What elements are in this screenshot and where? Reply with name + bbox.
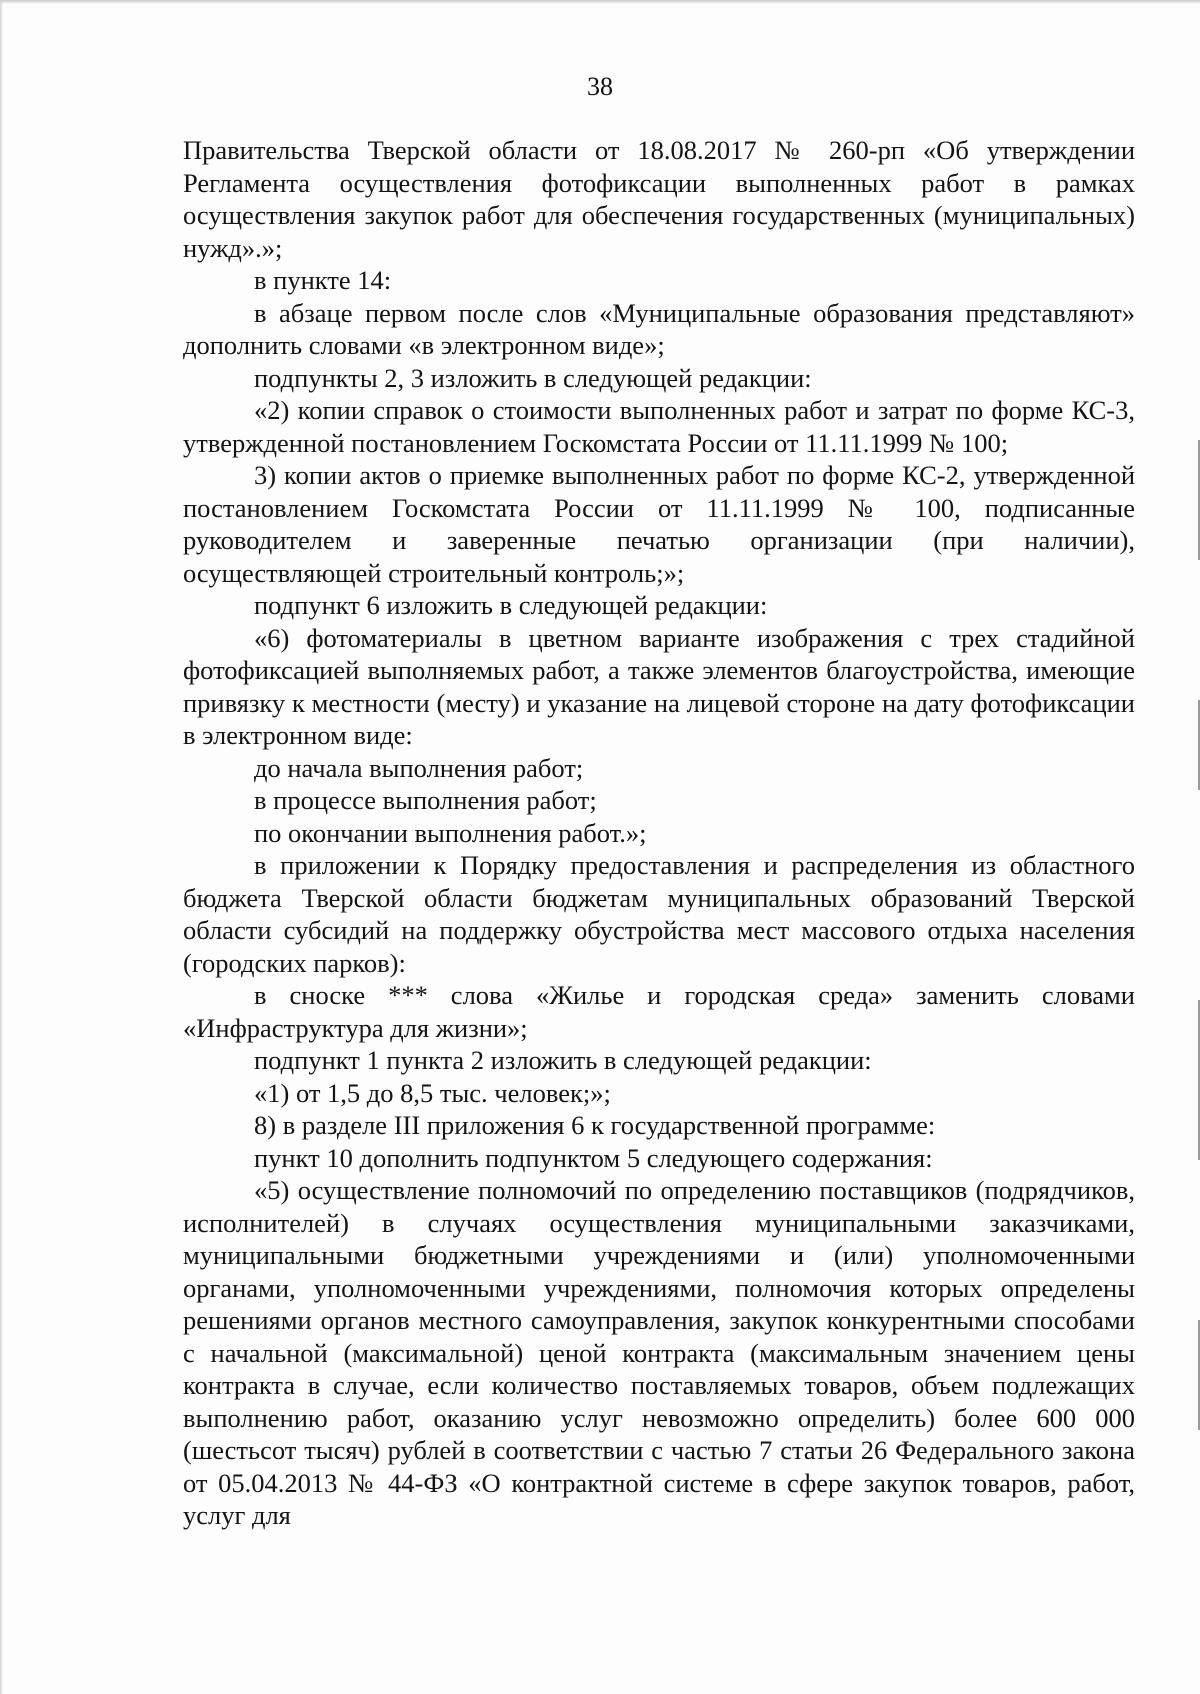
paragraph: «1) от 1,5 до 8,5 тыс. человек;»; [254, 1077, 611, 1108]
paragraph: подпункты 2, 3 изложить в следующей редакции: [254, 362, 812, 393]
paragraph: подпункт 6 изложить в следующей редакции: [254, 590, 768, 620]
body-text [183, 134, 1135, 1532]
paragraph: в пункте 14: [254, 265, 392, 295]
paragraph: по окончании выполнения работ.»; [254, 817, 647, 848]
paragraph: в сноске *** слова «Жилье и городская среда» заменить словами «Инфраструктура для жизни»; [183, 980, 1135, 1043]
paragraph: до начала выполнения работ; [254, 752, 584, 783]
paragraph: «6) фотоматериалы в цветном варианте изображения с трех стадийной фотофиксацией выполняемых работ, а также элементов благоустройства, имеющие привязку к местности (месту) и указание на лицевой стороне на дату фотофиксации в электронном виде: [183, 622, 1135, 750]
paragraph: в процессе выполнения работ; [254, 785, 597, 815]
paragraph: «5) осуществление полномочий по определению поставщиков (подрядчиков, исполнителей) в случаях осуществления муниципальными заказчиками, муниципальными бюджетными учреждениями и (или) уполномоченными органами, уполномоченными учреждениями, полномочия которых определены решениями органов местного самоуправления, закупок конкурентными способами с начальной (максимальной) ценой контракта (максимальным значением цены контракта в случае, если количество поставляемых товаров, объем подлежащих выполнению работ, оказанию услуг невозможно определить) более 600 000 (шестьсот тысяч) рублей в соответствии с частью 7 статьи 26 Федерального закона от 05.04.2013 № 44-ФЗ «О контрактной системе в сфере закупок товаров, работ, услуг для [183, 1175, 1135, 1530]
paragraph: 8) в разделе III приложения 6 к государственной программе: [254, 1110, 936, 1140]
scan-edge-top [0, 0, 1200, 4]
paragraph: пункт 10 дополнить подпунктом 5 следующего содержания: [254, 1142, 933, 1173]
paragraph: подпункт 1 пункта 2 изложить в следующей редакции: [254, 1045, 872, 1075]
paragraph: «2) копии справок о стоимости выполненных работ и затрат по форме КС-3, утвержденной постановлением Госкомстата России от 11.11.1999 № 100; [183, 395, 1135, 458]
scan-edge-left [0, 0, 3, 1694]
paragraph: в абзаце первом после слов «Муниципальные образования представляют» дополнить словами «в электронном виде»; [183, 297, 1135, 360]
paragraph: Правительства Тверской области от 18.08.2017 № 260-рп «Об утверждении Регламента осуществления фотофиксации выполненных работ в рамках осуществления закупок работ для обеспечения государственных (муниципальных) нужд».»; [183, 135, 1135, 263]
paragraph: 3) копии актов о приемке выполненных работ по форме КС-2, утвержденной постановлением Госкомстата России от 11.11.1999 № 100, подписанные руководителем и заверенные печатью организации (при наличии), осуществляющей строительный контроль;»; [183, 460, 1135, 588]
paragraph: в приложении к Порядку предоставления и распределения из областного бюджета Тверской области бюджетам муниципальных образований Тверской области субсидий на поддержку обустройства мест массового отдыха населения (городских парков): [183, 850, 1135, 978]
page-number: 38 [587, 72, 613, 101]
